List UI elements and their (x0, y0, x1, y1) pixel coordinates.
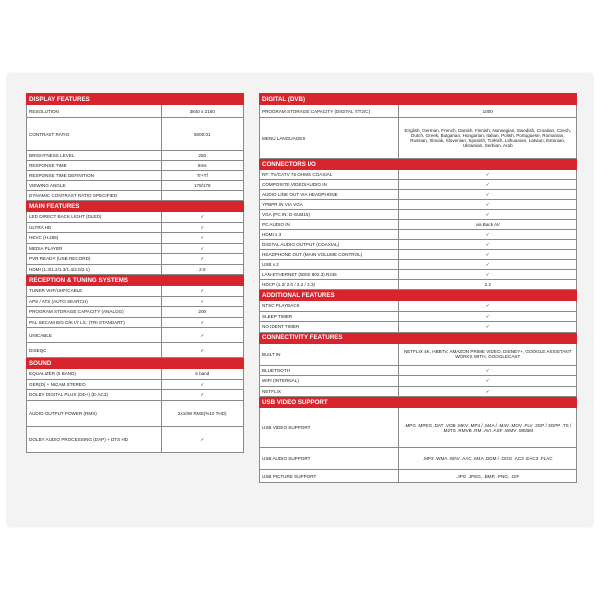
table-row: APS / ATS (AUTO SEARCH) ✓ (27, 296, 244, 307)
table-row: AUDIO LINE OUT VIA HEADPHONE ✓ (260, 190, 577, 200)
left-spec-table (26, 93, 244, 453)
check-icon: ✓ (399, 240, 577, 250)
table-row: DISEQC ✓ (27, 343, 244, 358)
check-icon: ✓ (161, 343, 243, 358)
section-header-connectors-io: CONNECTORS I/O (260, 159, 577, 170)
table-row: UNICABLE ✓ (27, 328, 244, 343)
table-row: VGA (PC IN: D-SUB15) ✓ (260, 210, 577, 220)
table-row: RESOLUTION 3840 x 2160 (27, 105, 244, 118)
table-row: VIEWING ANGLE 178/178 (27, 181, 244, 191)
section-header-usb-video-support: USB VIDEO SUPPORT (260, 397, 577, 408)
table-row: MENU LANGUAGES English, German, French, Danish, Finnish, Norwegian, Swedish, Croatian, Czech, Dutch, Greek, Bulgarian, Hungarian, Italian, Polish, Portuguese, Romanian, Russian, Slovak, Slovenian, Spanish, Turkish, Lithuanian, Latvian, Estonian, Ukrainian, Serbian, Arab (260, 118, 577, 159)
check-icon: ✓ (399, 260, 577, 270)
table-row: RESPONSE TIME DEFINITION Tr+Tf (27, 171, 244, 181)
table-row: NTSC PLAYBACK ✓ (260, 301, 577, 312)
check-icon: ✓ (399, 200, 577, 210)
table-row: DIGITAL AUDIO OUTPUT (COAXIAL) ✓ (260, 240, 577, 250)
table-row: RF: TV/CATV 75 OHMS COAXIAL ✓ (260, 170, 577, 180)
check-icon: ✓ (399, 180, 577, 190)
table-row: PAL SECAM B/G D/K I/I' L/L' (TRI STANDART) ✓ (27, 317, 244, 328)
check-icon: ✓ (399, 301, 577, 312)
table-row: NETFLIX ✓ (260, 386, 577, 397)
table-row: HDMI (1.3/1.2/1.3/1.4/2.0/2.1) 2.0 (27, 264, 244, 275)
section-header-connectivity-features: CONNECTIVITY FEATURES (260, 332, 577, 343)
table-row: CONTRAST RATIO 5000:01 (27, 118, 244, 151)
check-icon: ✓ (161, 390, 243, 401)
table-row: HDCP (1.2/ 2.0 / 2.2 / 2.3) 2.2 (260, 280, 577, 290)
check-icon: ✓ (161, 254, 243, 265)
check-icon: ✓ (399, 365, 577, 376)
table-row: HEVC (H.265) ✓ (27, 233, 244, 244)
table-row: PVR READY (USB RECORD) ✓ (27, 254, 244, 265)
table-row: WIFI (INTERNAL) ✓ (260, 376, 577, 387)
section-header-additional-features: ADDITIONAL FEATURES (260, 290, 577, 301)
table-row: EQUALIZER (5 BAND) 5 band (27, 369, 244, 380)
right-column (259, 93, 577, 483)
check-icon: ✓ (399, 250, 577, 260)
check-icon: ✓ (161, 426, 243, 452)
table-row: USB AUDIO SUPPORT .MP3 .WMA .WAV .AAC .M4A .DDM / .OGG .AC3 .EAC3 .FLAC (260, 448, 577, 470)
check-icon: ✓ (161, 222, 243, 233)
section-header-digital-dvb: DIGITAL (DVB) (260, 94, 577, 105)
table-row: LED DIRECT BACK LIGHT (DLED) ✓ (27, 212, 244, 223)
table-row: AUDIO OUTPUT POWER (RMS) 2x10W RMS(%10 THD) (27, 400, 244, 426)
table-row: YPBPR IN VIA VGA ✓ (260, 200, 577, 210)
table-row: PROGRAM STORAGE CAPACITY (ANALOG) 200 (27, 307, 244, 318)
table-row: USB x 2 ✓ (260, 260, 577, 270)
table-row: LAN-ETHERNET (IEEE 802.3) RJ45 ✓ (260, 270, 577, 280)
table-row: DOLBY AUDIO PROCESSING (DAP) + DTS HD ✓ (27, 426, 244, 452)
table-row: COMPOSITE VIDEO/AUDIO IN ✓ (260, 180, 577, 190)
table-row: USB PICTURE SUPPORT .JPG .JPEG, .BMP, .PNG, .GIF (260, 470, 577, 483)
left-column (26, 93, 244, 453)
table-row: BRIGHTNESS LEVEL 250 (27, 151, 244, 161)
check-icon: ✓ (399, 311, 577, 322)
table-row: PC AUDIO IN via Back AV (260, 220, 577, 230)
table-row: RESPONSE TIME 8ms (27, 161, 244, 171)
table-row: TUNER VHF/UHF/CABLE ✓ (27, 286, 244, 297)
spec-sheet (8, 74, 592, 526)
check-icon: ✓ (161, 296, 243, 307)
check-icon: ✓ (399, 190, 577, 200)
section-header-reception-tuning: RECEPTION & TUNING SYSTEMS (27, 275, 244, 286)
right-spec-table (259, 93, 577, 483)
check-icon: ✓ (399, 322, 577, 333)
check-icon: ✓ (399, 270, 577, 280)
table-row: NO IDENT TIMER ✓ (260, 322, 577, 333)
table-row: DYNAMIC CONTRAST RATIO SPECIFIED (27, 191, 244, 201)
table-row: HEADPHONE OUT (MAIN VOLUME CONTROL) ✓ (260, 250, 577, 260)
table-row: PROGRAM STORAGE CAPACITY (DIGITAL T/T2/C) 1000 (260, 105, 577, 118)
table-row: ULTRA HD ✓ (27, 222, 244, 233)
table-row: DOLBY DIGITAL PLUS (DD+) (E-AC3) ✓ (27, 390, 244, 401)
section-header-sound: SOUND (27, 358, 244, 369)
section-header-display-features: DISPLAY FEATURES (27, 94, 244, 105)
table-row: USB VIDEO SUPPORT .MPG .MPEG .DAT .VOB .MKV .MP4 / .M4A / .M4V .MOV .FLV .3GP / 3GPP .TS / .M2TS .RMVB .RM .AVI .ASF .WMV .WEBM (260, 408, 577, 448)
table-row: HDMI x 3 ✓ (260, 230, 577, 240)
table-row: BUILT IN NETFLIX 4K, HBBTV, AMAZON PRIME VIDEO, DISNEY+, GOOGLE ASSISTANT WORKS WITH, GOOGLECAST (260, 343, 577, 365)
check-icon: ✓ (399, 210, 577, 220)
check-icon: ✓ (399, 170, 577, 180)
check-icon: ✓ (399, 230, 577, 240)
check-icon: ✓ (161, 286, 243, 297)
check-icon: ✓ (161, 243, 243, 254)
table-row: MEDIA PLAYER ✓ (27, 243, 244, 254)
section-header-main-features: MAIN FEATURES (27, 201, 244, 212)
check-icon: ✓ (161, 317, 243, 328)
table-row: BLUETOOTH ✓ (260, 365, 577, 376)
check-icon: ✓ (161, 233, 243, 244)
check-icon: ✓ (161, 328, 243, 343)
check-icon: ✓ (399, 386, 577, 397)
check-icon: ✓ (399, 376, 577, 387)
check-icon: ✓ (161, 379, 243, 390)
table-row: SLEEP TIMER ✓ (260, 311, 577, 322)
table-row: GER(D) + NICAM STEREO ✓ (27, 379, 244, 390)
check-icon: ✓ (161, 212, 243, 223)
